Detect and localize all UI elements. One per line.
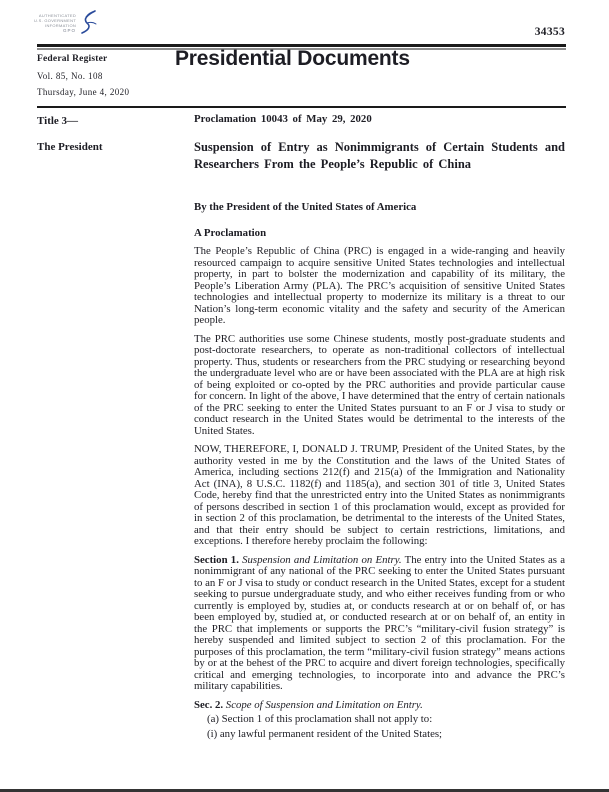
gpo-logo-gpo: GPO <box>63 28 77 33</box>
section-title: Presidential Documents <box>175 47 410 70</box>
gpo-logo-line1: AUTHENTICATED <box>38 13 77 18</box>
section-1-paragraph <box>194 555 565 693</box>
gpo-logo-line2: U.S. GOVERNMENT <box>34 18 77 23</box>
paragraph-2: The PRC authorities use some Chinese students, mostly post-graduate students and post-doctorate researchers, to operate as non-traditional collectors of intellectual property. Thus, students or researchers from the PRC studying or researching beyond the undergraduate level who are or have been associated with the PLA are at high risk of being exploited or co-opted by the PRC authorities and provide particular cause for concern. In light of the above, I have determined that the entry of certain nationals of the PRC seeking to enter the United States pursuant to an F or J visa to study or conduct research in the United States would be detrimental to the interests of the United States. <box>194 332 565 437</box>
gpo-logo-line3: INFORMATION <box>45 23 77 28</box>
gpo-logo-text <box>34 9 76 33</box>
paragraph-3: NOW, THEREFORE, I, DONALD J. TRUMP, President of the United States, by the authority vested in me by the Constitution and the laws of the United States of America, including sections 212(f) and 215(a) of the Immigration and Nationality Act (INA), 8 U.S.C. 1182(f) and 1185(a), and section 301 of title 3, United States Code, hereby find that the unrestricted entry into the United States as nonimmigrants of persons described in section 1 of this proclamation would, except as provided for in section 2 of this proclamation, be detrimental to the interests of the United States, and that their entry should be subject to certain restrictions, limitations, and exceptions. I therefore hereby proclaim the following: <box>194 443 565 547</box>
clause-i: (i) any lawful permanent resident of the United States; <box>207 727 443 740</box>
section-1-text: The entry into the United States as a nonimmigrant of any national of the PRC seeking to enter the United States pursuant to an F or J visa to study or conduct research in the United States, except for a student seeking to pursue undergraduate study, and who either receives funding from or who currently is employed by, studies at, or conducts research at or on behalf of, or has been employed by, studied at, or conducted research at or on behalf of, an entity in the PRC that implements or supports the PRC’s “military-civil fusion strategy” is hereby suspended and limited subject to section 2 of this proclamation. For the purposes of this proclamation, the term “military-civil fusion strategy” means actions by or at the behest of the PRC to acquire and divert foreign technologies, specifically critical and emerging technologies, to incorporate into and advance the PRC’s military capabilities. <box>194 553 565 692</box>
section-2-label: Sec. 2. <box>194 698 224 711</box>
section-1-heading: Suspension and Limitation on Entry. <box>238 553 402 566</box>
gpo-eagle-icon <box>77 9 99 37</box>
proclamation-title: Suspension of Entry as Nonimmigrants of Certain Students and Researchers From the People’s Republic of China <box>194 140 565 171</box>
sidebar-title-line: Title 3— <box>37 115 79 127</box>
masthead-brand: Federal Register <box>37 54 108 64</box>
section-2-heading: Scope of Suspension and Limitation on Entry. <box>223 698 423 711</box>
masthead-date: Thursday, June 4, 2020 <box>37 87 130 97</box>
section-2-paragraph <box>194 700 565 712</box>
masthead-rule <box>37 106 566 108</box>
proclamation-subheading: A Proclamation <box>194 227 267 239</box>
page-number: 34353 <box>534 26 565 38</box>
document-body <box>194 113 565 740</box>
section-1-label: Section 1. <box>194 553 239 566</box>
proclamation-number-line: Proclamation 10043 of May 29, 2020 <box>194 113 372 125</box>
byline: By the President of the United States of America <box>194 201 417 213</box>
paragraph-1: The People’s Republic of China (PRC) is engaged in a wide-ranging and heavily resourced campaign to acquire sensitive United States technologies and intellectual property, in part to bolster the modernization and capability of its military, the People’s Liberation Army (PLA). The PRC’s acquisition of sensitive United States technologies and intellectual property to modernize its military is a threat to our Nation’s long-term economic vitality and the safety and security of the American people. <box>194 245 565 326</box>
sidebar-authority: The President <box>37 141 103 153</box>
gpo-logo <box>34 9 99 37</box>
clause-a: (a) Section 1 of this proclamation shall not apply to: <box>207 713 433 725</box>
masthead-volume: Vol. 85, No. 108 <box>37 71 103 81</box>
